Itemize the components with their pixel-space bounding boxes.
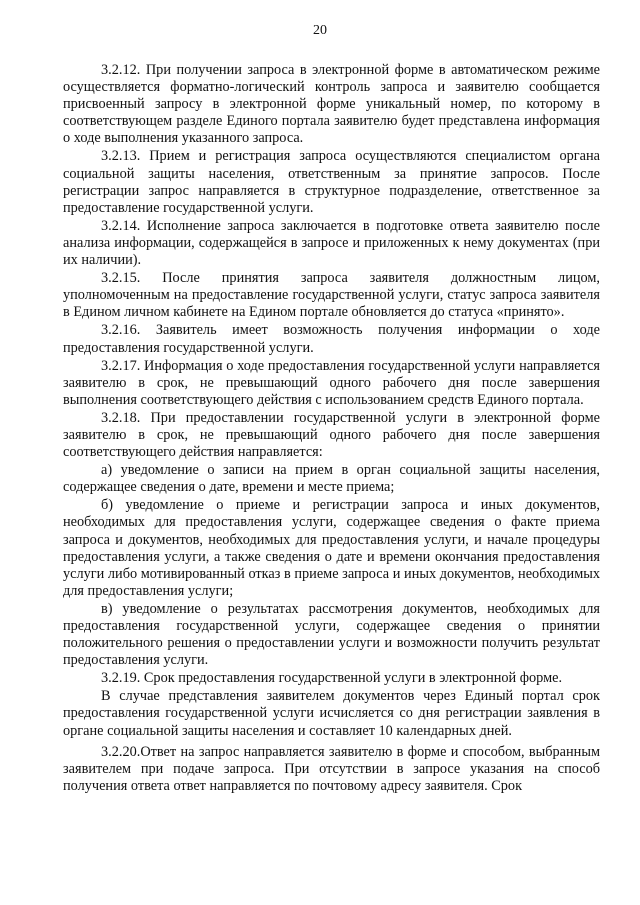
list-item-a: а) уведомление о записи на прием в орган социальной защиты населения, содержащее сведения о дате, времени и месте приема; xyxy=(63,462,600,496)
paragraph-3-2-17: 3.2.17. Информация о ходе предоставления государственной услуги направляется заявителю в срок, не превышающий одного рабочего дня после завершения выполнения соответствующего действия с использованием средств Единого портала. xyxy=(63,357,600,408)
paragraph-term-description: В случае представления заявителем документов через Единый портал срок предоставления государственной услуги исчисляется со дня регистрации заявления в органе социальной защиты населения и составляет 10 календарных дней. xyxy=(63,688,600,739)
paragraph-3-2-12: 3.2.12. При получении запроса в электронной форме в автоматическом режиме осуществляется форматно-логический контроль запроса и заявителю сообщается присвоенный запросу в электронной форме уникальный номер, по которому в соответствующем разделе Единого портала заявителю будет представлена информация о ходе выполнения указанного запроса. xyxy=(63,62,600,147)
paragraph-3-2-13: 3.2.13. Прием и регистрация запроса осуществляются специалистом органа социальной защиты населения, ответственным за принятие запросов. После регистрации запрос направляется в структурное подразделение, ответственное за предоставление государственной услуги. xyxy=(63,148,600,216)
paragraph-3-2-14: 3.2.14. Исполнение запроса заключается в подготовке ответа заявителю после анализа информации, содержащейся в запросе и приложенных к нему документах (при их наличии). xyxy=(63,217,600,269)
paragraph-3-2-19: 3.2.19. Срок предоставления государственной услуги в электронной форме. xyxy=(101,670,563,687)
list-item-b: б) уведомление о приеме и регистрации запроса и иных документов, необходимых для предоставления услуги, содержащее сведения о факте приема запроса и документов, необходимых для предоставления услуги, и начале процедуры предоставления услуги, а также сведения о дате и времени окончания предоставления услуги либо мотивированный отказ в приеме запроса и иных документов, необходимых для предоставления услуги; xyxy=(63,497,600,599)
page-number: 20 xyxy=(313,23,327,38)
paragraph-3-2-16: 3.2.16. Заявитель имеет возможность получения информации о ходе предоставления государственной услуги. xyxy=(63,322,600,356)
paragraph-3-2-15: 3.2.15. После принятия запроса заявителя должностным лицом, уполномоченным на предоставление государственной услуги, статус запроса заявителя в Едином личном кабинете на Едином портале обновляется до статуса «принято». xyxy=(63,270,600,321)
document-body xyxy=(63,62,600,796)
list-item-v: в) уведомление о результатах рассмотрения документов, необходимых для предоставления государственной услуги, содержащее сведения о принятии положительного решения о предоставлении услуги и возможности получить результат предоставления услуги. xyxy=(63,600,600,669)
paragraph-3-2-20: 3.2.20.Ответ на запрос направляется заявителю в форме и способом, выбранным заявителем при подаче запроса. При отсутствии в запросе указания на способ получения ответа ответ направляется по почтовому адресу заявителя. Срок xyxy=(63,743,600,794)
paragraph-3-2-18: 3.2.18. При предоставлении государственной услуги в электронной форме заявителю в срок, не превышающий одного рабочего дня после завершения соответствующего действия направляется: xyxy=(63,409,600,461)
